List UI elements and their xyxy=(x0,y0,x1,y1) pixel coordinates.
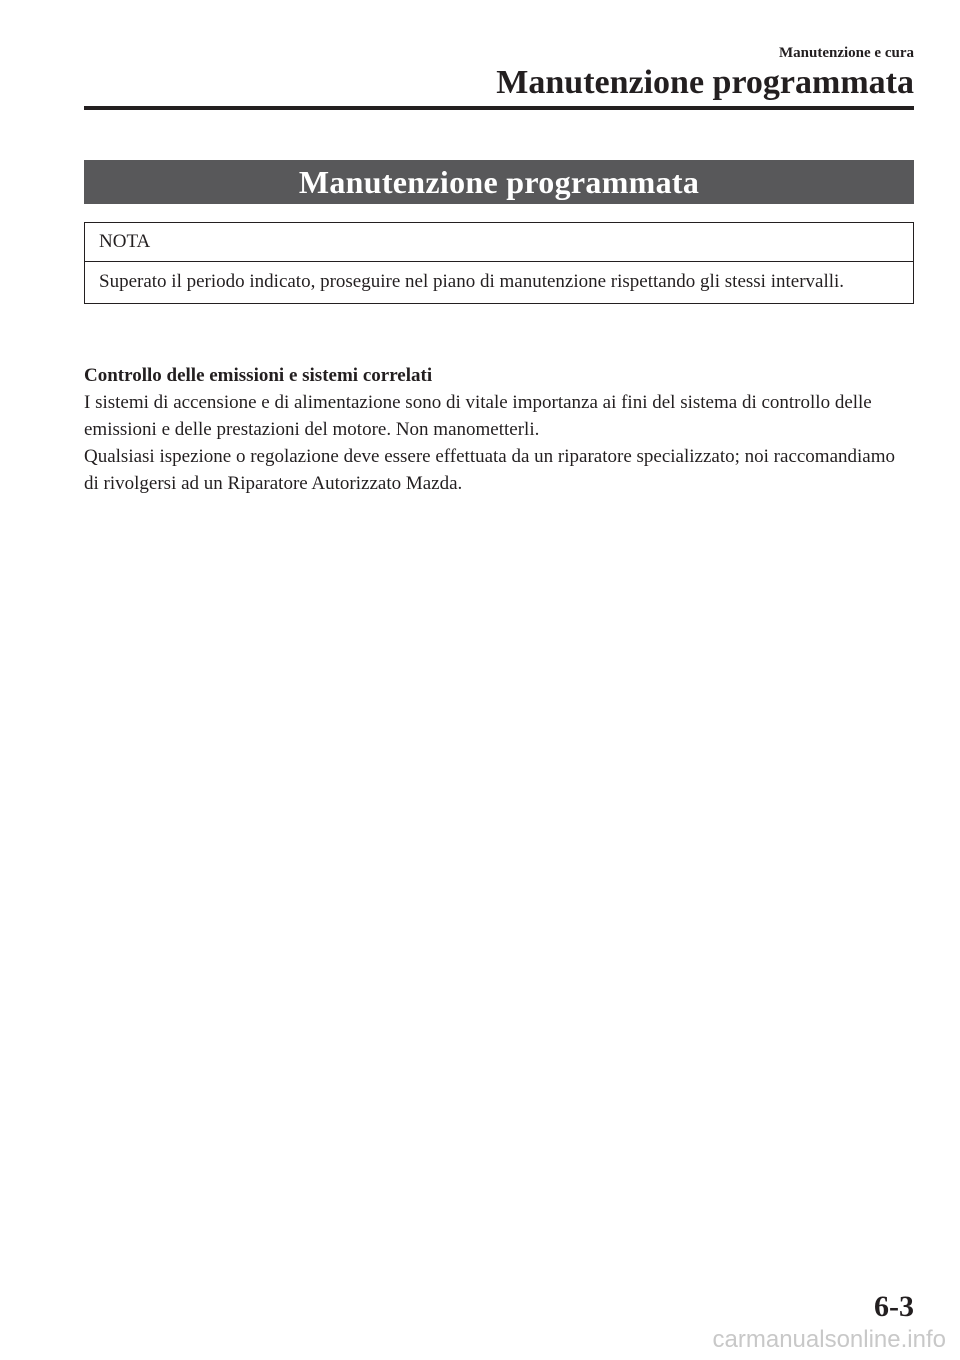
header-divider xyxy=(84,106,914,110)
section-banner xyxy=(84,160,914,204)
chapter-title: Manutenzione e cura xyxy=(779,45,914,61)
page-title: Manutenzione programmata xyxy=(496,64,914,101)
watermark: carmanualsonline.info xyxy=(712,1326,946,1353)
body-section xyxy=(84,362,914,497)
note-text: Superato il periodo indicato, proseguire nel piano di manutenzione rispettando gli stessi intervalli. xyxy=(99,271,845,292)
section-title: Manutenzione programmata xyxy=(298,163,700,200)
body-paragraph: Qualsiasi ispezione o regolazione deve essere effettuata da un riparatore specializzato; noi raccomandiamo di rivolgersi ad un Riparatore Autorizzato Mazda. xyxy=(84,446,896,494)
note-box xyxy=(84,222,914,304)
page-number: 6-3 xyxy=(874,1290,914,1323)
body-paragraph: I sistemi di accensione e di alimentazione sono di vitale importanza ai fini del sistema di controllo delle emissioni e delle prestazioni del motore. Non manometterli. xyxy=(84,392,872,440)
running-header xyxy=(496,44,914,102)
subsection-heading: Controllo delle emissioni e sistemi correlati xyxy=(84,365,433,386)
note-label: NOTA xyxy=(85,223,913,262)
